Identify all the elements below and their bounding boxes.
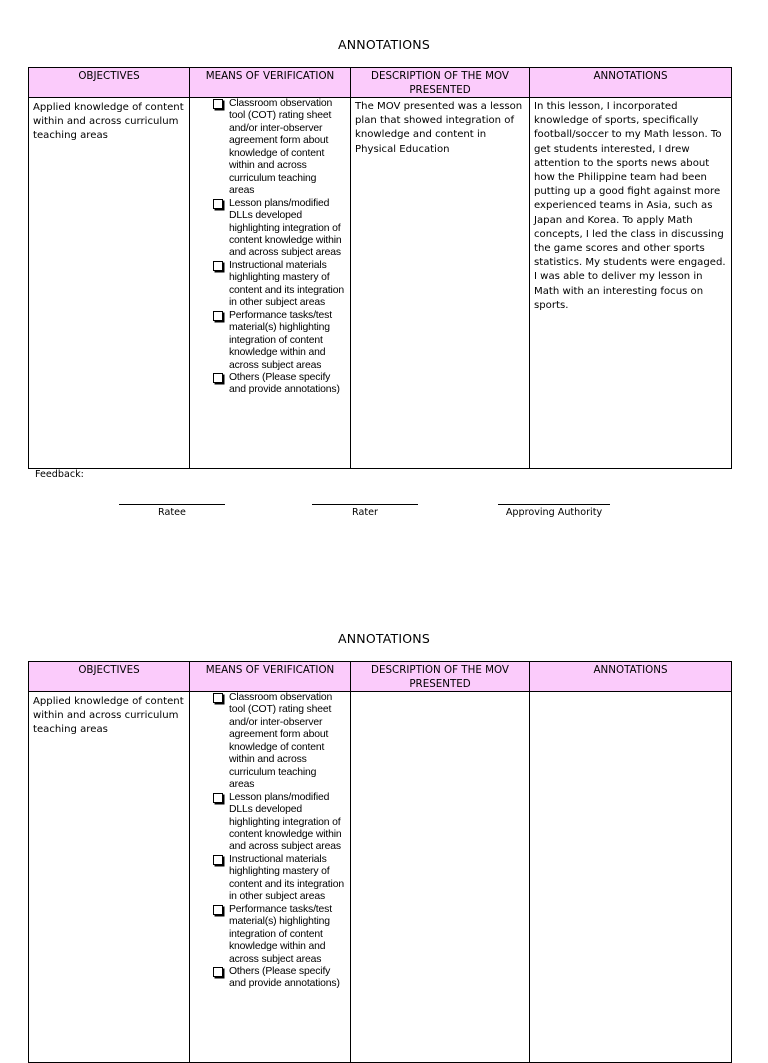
objective-text: Applied knowledge of content within and across curriculum teaching areas [33,696,184,735]
list-item [213,692,344,792]
means-list [190,692,350,991]
checkbox-icon[interactable] [213,373,223,383]
signature-ratee [119,496,225,518]
means-label: Lesson plans/modified DLLs developed highlighting integration of content knowledge within and across subject areas [229,197,342,259]
header-annotations: ANNOTATIONS [530,68,732,98]
checkbox-icon[interactable] [213,855,223,865]
means-label: Classroom observation tool (COT) rating sheet and/or inter-observer agreement form about knowledge of content within and across curriculum teaching areas [229,692,333,791]
checkbox-icon[interactable] [213,905,223,915]
header-objectives: OBJECTIVES [29,68,190,98]
annotation-text [530,692,731,694]
signature-approving-authority [498,496,610,518]
means-label: Classroom observation tool (COT) rating sheet and/or inter-observer agreement form about knowledge of content within and across curriculum teaching areas [229,98,333,197]
header-objectives: OBJECTIVES [29,662,190,692]
mov-description-text [351,692,529,694]
list-item [213,198,344,260]
signature-label: Rater [352,507,378,518]
list-item [213,792,344,854]
checkbox-icon[interactable] [213,99,223,109]
signature-label: Ratee [158,507,186,518]
annotation-text: In this lesson, I incorporated knowledge of sports, specifically football/soccer to my Math lesson. To get students interested, I drew attention to the sports news about how the Philippine team had been putting up a good fight against more experienced teams in Asia, such as Japan and Korea. To apply Math concepts, I led the class in discussing the game scores and other sports statistics. My students were engaged. I was able to deliver my lesson in Math with an interesting focus on sports. [534,101,726,311]
checkbox-icon[interactable] [213,693,223,703]
signature-line [312,496,418,505]
list-item [213,372,344,397]
means-label: Others (Please specify and provide annotations) [229,965,340,990]
mov-description-text: The MOV presented was a lesson plan that showed integration of knowledge and content in Physical Education [355,101,523,155]
annotations-table [28,661,732,1063]
signature-line [498,496,610,505]
annotations-table [28,67,732,469]
means-label: Performance tasks/test material(s) highlighting integration of content knowledge within and across subject areas [229,309,332,371]
checkbox-icon[interactable] [213,793,223,803]
list-item [213,966,344,991]
checkbox-icon[interactable] [213,311,223,321]
list-item [213,310,344,372]
header-description-of-mov: DESCRIPTION OF THE MOV PRESENTED [351,662,530,692]
signature-label: Approving Authority [505,507,603,518]
header-annotations: ANNOTATIONS [530,662,732,692]
means-list [190,98,350,397]
means-label: Instructional materials highlighting mastery of content and its integration in other subject areas [229,259,344,309]
means-label: Instructional materials highlighting mastery of content and its integration in other subject areas [229,853,344,903]
list-item [213,854,344,904]
header-means-of-verification: MEANS OF VERIFICATION [190,68,351,98]
list-item [213,98,344,198]
section-title: ANNOTATIONS [338,37,430,52]
checkbox-icon[interactable] [213,967,223,977]
means-label: Performance tasks/test material(s) highlighting integration of content knowledge within and across subject areas [229,903,332,965]
objective-text: Applied knowledge of content within and across curriculum teaching areas [33,102,184,141]
header-means-of-verification: MEANS OF VERIFICATION [190,662,351,692]
feedback-label: Feedback: [35,469,84,480]
checkbox-icon[interactable] [213,199,223,209]
section-title: ANNOTATIONS [338,631,430,646]
checkbox-icon[interactable] [213,261,223,271]
list-item [213,260,344,310]
header-description-of-mov: DESCRIPTION OF THE MOV PRESENTED [351,68,530,98]
means-label: Others (Please specify and provide annotations) [229,371,340,396]
list-item [213,904,344,966]
signature-line [119,496,225,505]
means-label: Lesson plans/modified DLLs developed highlighting integration of content knowledge within and across subject areas [229,791,342,853]
signature-rater [312,496,418,518]
